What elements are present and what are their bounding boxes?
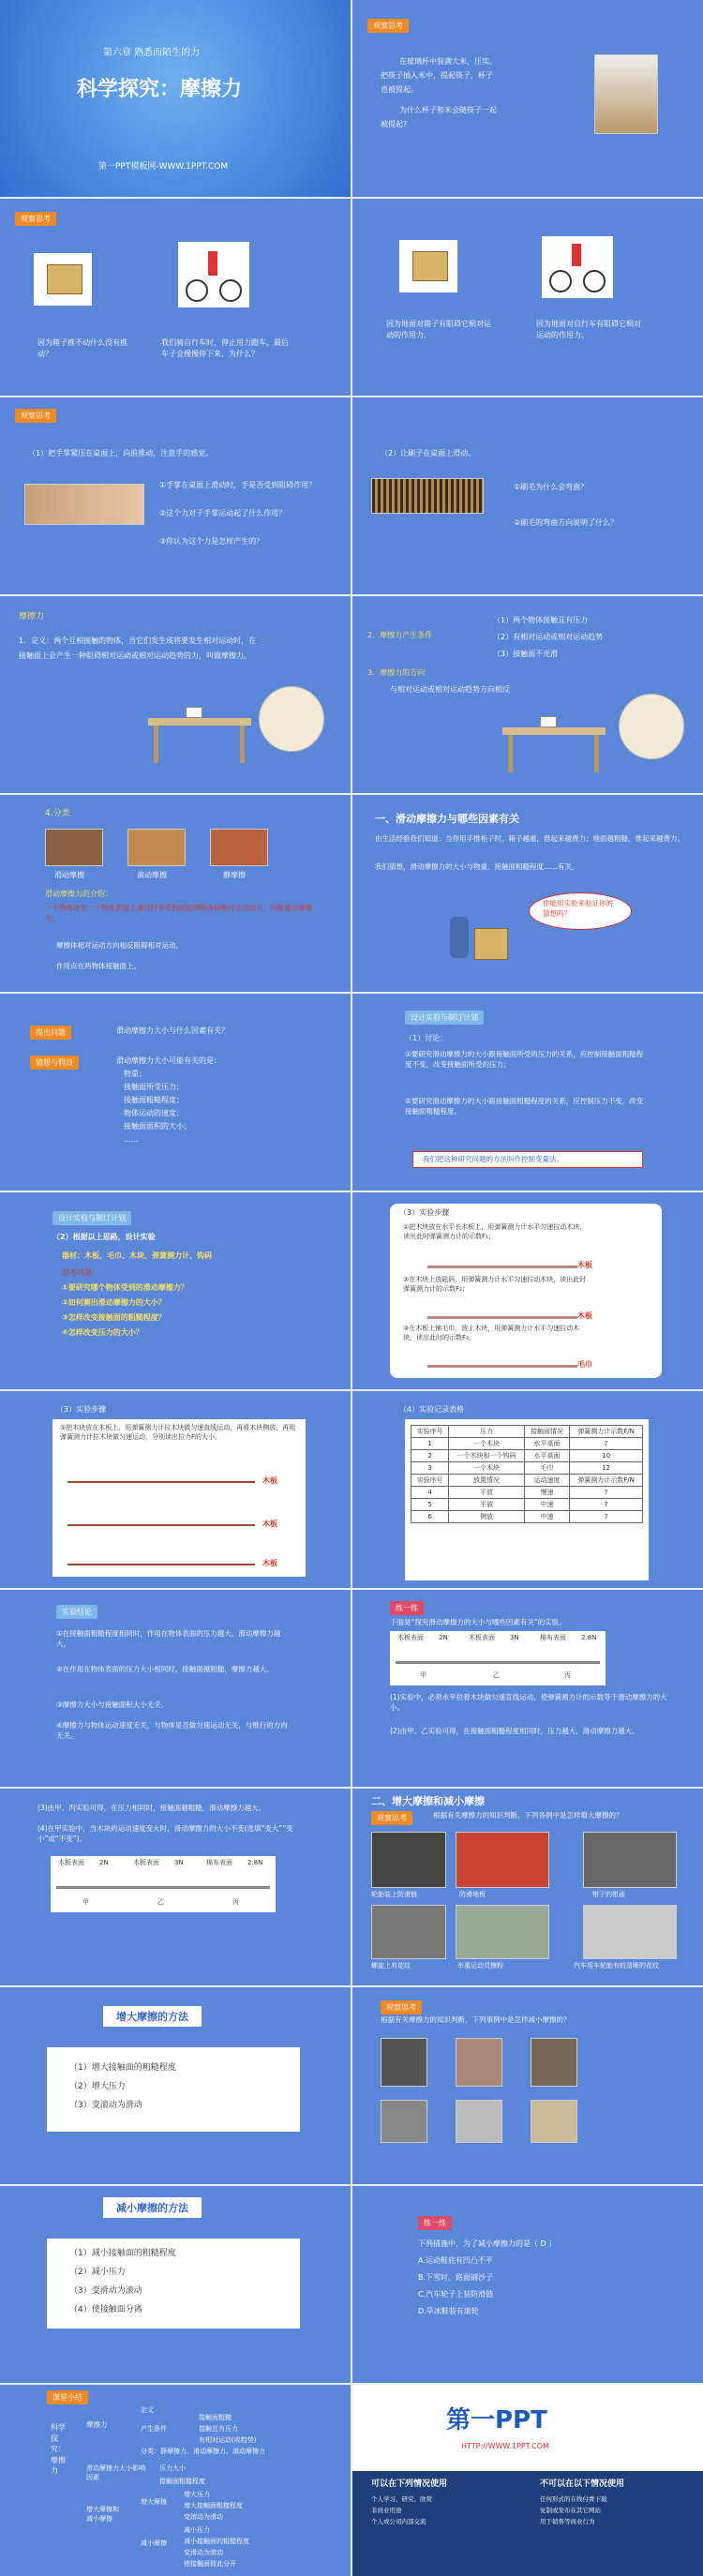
method-note-box — [412, 1151, 643, 1168]
tag: 练一练 — [418, 2216, 452, 2230]
cell: 4 — [411, 1487, 449, 1499]
tag: 观察思考 — [371, 1811, 412, 1825]
direction-heading: 3．摩擦力的方向 — [367, 668, 426, 677]
cell: 3 — [411, 1462, 449, 1475]
board-label-3: 木板 — [262, 1559, 277, 1567]
record-panel — [405, 1419, 649, 1580]
board-line — [67, 1564, 255, 1565]
conclusion-4: ④摩擦力与物体运动速度无关，与物体是否做匀速运动无关，与推行的方向无关。 — [56, 1721, 288, 1740]
table-row — [411, 1511, 643, 1523]
condition-1: （1）两个物体接触且有压力 — [493, 616, 589, 624]
slide-increase-methods — [0, 1987, 351, 2184]
hyp-1: 物重； — [124, 1070, 146, 1078]
slide-design-2 — [0, 1192, 351, 1389]
steps-panel — [390, 1204, 662, 1378]
cell: 2 — [411, 1450, 449, 1462]
tag-question: 提出问题 — [30, 1026, 71, 1040]
bike-image — [542, 236, 613, 298]
slide-increase-examples — [352, 1789, 703, 1985]
sliding-definition: 一个物体在另一个物体表面上滑动时所受到的阻碍物体间相对运动的力，叫做滑动摩擦力。 — [45, 904, 312, 922]
summary-b1-cond: 产生条件 — [141, 2425, 167, 2433]
table-image — [148, 697, 251, 763]
example-photo — [371, 1832, 446, 1888]
th: 运动速度 — [524, 1475, 569, 1487]
cell: ? — [570, 1438, 643, 1450]
towel-label: 毛巾 — [577, 1360, 592, 1369]
slide-classification — [0, 795, 351, 992]
fig-value: 2.8N — [581, 1634, 597, 1641]
record-table — [411, 1425, 643, 1523]
static-photo — [210, 829, 268, 866]
board-label-2: 木板 — [577, 1311, 592, 1320]
cell: 10 — [570, 1450, 643, 1462]
label-sliding: 滑动摩擦 — [54, 871, 84, 879]
summary-b3a-2: 增大接触面粗糙程度 — [184, 2502, 243, 2509]
rice-text-1: 在玻璃杯中装满大米，压实。 — [399, 57, 497, 66]
hyp-5: 接触面面积的大小； — [124, 1122, 191, 1131]
cell: 慢速 — [524, 1487, 569, 1499]
summary-b3b-4: 使接触面彼此分开 — [184, 2560, 236, 2568]
slide-hand-push — [0, 397, 351, 594]
tag: 设计实验与制订计划 — [405, 1011, 484, 1025]
fig-value: 3N — [174, 1859, 184, 1866]
logo-url: HTTP://WWW.1PPT.COM — [461, 2442, 549, 2450]
condition-3: （3）接触面不光滑 — [493, 650, 559, 658]
fig-label: 木板表面 — [133, 1859, 159, 1866]
table-tag: （4）实验记录表格 — [399, 1405, 465, 1414]
cell: 中速 — [524, 1511, 569, 1523]
steps-tag: （3）实验步骤 — [56, 1405, 107, 1414]
think-label: 思考问题： — [62, 1268, 99, 1277]
surface — [396, 1661, 600, 1664]
cell: 平放 — [449, 1487, 525, 1499]
slide-observe-box — [0, 199, 351, 396]
hypothesis-text: 我们猜想，滑动摩擦力的大小与物重、接触面粗糙程度……有关。 — [375, 862, 579, 871]
section-title: 二、增大摩擦和减小摩擦 — [371, 1795, 485, 1807]
control-roughness: ②要研究滑动摩擦力的大小跟接触面粗糙程度的关系，应控制压力不变，改变接触面粗糙程度。 — [405, 1097, 644, 1116]
cell: ? — [570, 1511, 643, 1523]
summary-root: 科学探究：摩擦力 — [51, 2423, 66, 2476]
tag: 观察思考 — [15, 409, 56, 423]
slide-design-1 — [352, 994, 703, 1191]
tag: 练一练 — [390, 1601, 424, 1615]
label-static: 静摩擦 — [223, 871, 246, 879]
answer-2: (2)由甲、乙实验可得，在接触面粗糙程度相同时，压力越大，滑动摩擦力越大。 — [390, 1727, 639, 1735]
zoom-circle — [619, 694, 684, 759]
forbidden-title: 不可以在以下情况使用 — [540, 2479, 625, 2489]
definition-line-1: 1．定义：两个互相接触的物体，当它们发生或将要发生相对运动时，在 — [19, 637, 257, 645]
allowed-title: 可以在下列情况使用 — [371, 2479, 448, 2489]
section-title: 一、滑动摩擦力与哪些因素有关 — [375, 813, 519, 825]
board-line — [427, 1316, 577, 1319]
fig-label: 木板表面 — [58, 1859, 84, 1866]
table-row — [411, 1487, 643, 1499]
example-label: 举重运动员擦粉 — [457, 1962, 503, 1969]
increase-question: 根据有关摩擦力的知识判断，下列各例中是怎样增大摩擦的？ — [433, 1811, 623, 1820]
answer-1: (1)实验中，必须水平拉着木块做匀速直线运动，使弹簧测力计的示数等于滑动摩擦力的大小。 — [390, 1693, 667, 1712]
example-label: 汽车用车轮胎有较清晰的花纹 — [574, 1962, 659, 1969]
fig-tag: 乙 — [493, 1671, 500, 1679]
sliding-point-2: 作用点在两物体接触面上。 — [56, 962, 141, 970]
question-bike: 我们骑自行车时，停止用力蹬车，最后车子会慢慢停下来，为什么？ — [161, 338, 289, 358]
brush-q2: ②刷毛的弯曲方向说明了什么？ — [514, 518, 619, 527]
summary-b1-c2: 接触且有压力 — [199, 2425, 238, 2433]
board-label-1: 木板 — [577, 1261, 592, 1269]
logo: 第一PPT — [446, 2406, 547, 2434]
conclusion-3: ③摩擦力大小与接触面积大小无关。 — [56, 1700, 169, 1709]
methods-title: 减小摩擦的方法 — [103, 2197, 202, 2218]
answer-3: (3)由甲、丙实验可得，在压力相同时，接触面越粗糙，滑动摩擦力越大。 — [37, 1804, 266, 1812]
surface — [56, 1886, 270, 1889]
towel-line — [427, 1365, 577, 1368]
tag: 课堂小结 — [47, 2390, 88, 2404]
fig-tag: 甲 — [82, 1898, 89, 1906]
decrease-question: 根据有关摩擦力的知识判断，下列事例中是怎样减小摩擦的？ — [381, 2015, 571, 2024]
cell: 毛巾 — [524, 1462, 569, 1475]
brush-photo — [371, 478, 484, 514]
summary-b3b-2: 减小接触面的粗糙程度 — [184, 2538, 249, 2545]
method-3: （3）变滑动为滚动 — [69, 2286, 142, 2296]
summary-b3b: 减小摩擦 — [141, 2539, 167, 2547]
hand-q1: ①手掌在桌面上滑动时，手是否受到阻碍作用？ — [159, 481, 317, 489]
example-photo — [371, 1905, 446, 1959]
sliding-photo — [45, 829, 103, 866]
example-photo — [583, 1832, 677, 1888]
classification-heading: 4.分类 — [45, 809, 70, 818]
method-1: （1）减小接触面的粗糙程度 — [69, 2249, 176, 2258]
example-photo — [456, 1905, 549, 1959]
cell: 6 — [411, 1511, 449, 1523]
option-a: A.运动鞋底有凹凸不平 — [418, 2256, 493, 2265]
rice-text-3: 也被提起。 — [381, 85, 418, 94]
method-3: （3）变滚动为滑动 — [69, 2101, 142, 2110]
summary-b3a-1: 增大压力 — [184, 2491, 210, 2498]
summary-b3b-1: 减小压力 — [184, 2526, 210, 2534]
summary-b1-c3: 有相对运动(或趋势) — [199, 2436, 257, 2444]
summary-b2: 滑动摩擦力大小影响因素 — [86, 2464, 145, 2482]
rice-text-4: 为什么杯子和米会随筷子一起 — [399, 106, 497, 114]
slide-decrease-methods — [0, 2186, 351, 2383]
answer-4: (4)在甲实验中，当木块的运动速度变大时，滑动摩擦力的大小不变(选填“变大”“变小”或“不变”)。 — [37, 1824, 293, 1843]
summary-b3b-3: 变滑动为滚动 — [184, 2549, 223, 2556]
example-label: 螺旋上有花纹 — [371, 1962, 411, 1969]
hyp-6: …… — [124, 1135, 139, 1144]
methods-title: 增大摩擦的方法 — [103, 2006, 202, 2027]
slide-conditions — [352, 596, 703, 793]
slide-cover — [0, 0, 351, 197]
conditions-heading: 2．摩擦力产生条件 — [367, 631, 433, 639]
option-c: C.汽车轮子上装防滑链 — [418, 2290, 494, 2299]
summary-b3a: 增大摩擦 — [141, 2498, 167, 2506]
example-photo — [381, 2038, 427, 2087]
method-note: 我们把这种研究问题的方法叫作控制变量法。 — [423, 1155, 563, 1163]
think-3: ③怎样改变接触面的粗糙程度？ — [62, 1313, 166, 1322]
experiment-figure — [51, 1856, 276, 1912]
slide-practice-3 — [352, 2186, 703, 2383]
hyp-0: 滑动摩擦力大小可能有关的是： — [116, 1056, 221, 1065]
tag: 观察思考 — [15, 212, 56, 226]
allowed-3: 个人或公司内部交流 — [371, 2518, 426, 2525]
zoom-circle — [259, 686, 324, 752]
cell: 水平桌面 — [524, 1450, 569, 1462]
cell: 12 — [570, 1462, 643, 1475]
cell: 水平桌面 — [524, 1438, 569, 1450]
definition-line-2: 接触面上会产生一种阻碍相对运动或相对运动趋势的力，叫做摩擦力。 — [19, 651, 251, 660]
fig-tag: 丙 — [564, 1671, 571, 1679]
rolling-photo — [127, 829, 186, 866]
table-row — [411, 1438, 643, 1450]
board-label-2: 木板 — [262, 1520, 277, 1528]
table-image — [502, 707, 606, 772]
cell: 侧放 — [449, 1511, 525, 1523]
cell: 1 — [411, 1438, 449, 1450]
question-text: 滑动摩擦力大小与什么因素有关？ — [116, 1026, 229, 1035]
table-row — [411, 1462, 643, 1475]
slide-steps-1 — [352, 1192, 703, 1389]
practice-question: 下面是“探究滑动摩擦力的大小与哪些因素有关”的实验。 — [390, 1618, 566, 1626]
fig-tag: 甲 — [420, 1671, 426, 1679]
slide-decrease-examples — [352, 1987, 703, 2184]
slide-license — [352, 2385, 703, 2576]
slide-definition — [0, 596, 351, 793]
label-rolling: 滚动摩擦 — [137, 871, 167, 879]
fig-label: 棉布表面 — [206, 1859, 232, 1866]
fig-value: 2N — [99, 1859, 109, 1866]
summary-b1-c1: 接触面粗糙 — [199, 2414, 232, 2421]
rice-cup-photo — [594, 54, 658, 134]
brush-q1: ①刷毛为什么会弯曲？ — [514, 483, 589, 491]
allowed-1: 个人学习、研究、欣赏 — [371, 2495, 432, 2503]
slide-practice-2 — [0, 1789, 351, 1985]
fig-value: 3N — [510, 1634, 519, 1641]
cell: 中速 — [524, 1499, 569, 1511]
example-label: 防滑地板 — [459, 1891, 486, 1898]
method-2: （2）增大压力 — [69, 2082, 126, 2091]
experience-text: 由生活经验我们知道：当你用手推柜子时，箱子越重，推起来越费力；地面越粗糙，推起来越费力。 — [375, 834, 684, 843]
answer-box: 因为地面对箱子有阻碍它相对运动的作用力。 — [386, 320, 491, 339]
example-label: 轮胎装上防滑链 — [371, 1891, 417, 1898]
method-1: （1）增大接触面的粗糙程度 — [69, 2063, 176, 2073]
box-image — [399, 240, 457, 292]
fig-label: 木板表面 — [469, 1634, 495, 1641]
example-photo — [381, 2100, 427, 2143]
cell: 一个木块和一个钩码 — [449, 1450, 525, 1462]
fig-value: 2.8N — [247, 1859, 263, 1866]
example-photo — [456, 2100, 502, 2143]
cell: 平放 — [449, 1499, 525, 1511]
slide-practice-1 — [352, 1590, 703, 1787]
hand-intro: （1）把手掌紧压在桌面上，向前推动，注意手的感觉。 — [28, 449, 214, 457]
friction-heading: 摩擦力 — [19, 612, 45, 622]
cover-site: 第一PPT模板网-WWW.1PPT.COM — [98, 162, 229, 172]
slide-conclusion — [0, 1590, 351, 1787]
example-photo — [531, 2038, 577, 2087]
practice-question: 下列措施中，为了减小摩擦力的是（ D ） — [418, 2239, 557, 2248]
rice-text-2: 把筷子插入米中，提起筷子，杯子 — [381, 71, 493, 80]
cell: ? — [570, 1487, 643, 1499]
hyp-4: 物体运动的速度； — [124, 1109, 184, 1117]
forbidden-3: 用于销售等商业行为 — [540, 2518, 595, 2525]
tag: 设计实验与制订计划 — [52, 1211, 131, 1225]
question-box: 因为箱子推不动什么没有推动？ — [37, 338, 127, 358]
slide-brush — [352, 397, 703, 594]
th: 实验序号 — [411, 1475, 449, 1487]
think-4: ④怎样改变压力的大小？ — [62, 1328, 143, 1337]
cell: 一个木块 — [449, 1438, 525, 1450]
speech-bubble — [529, 892, 632, 930]
steps-tag: （3）实验步骤 — [399, 1208, 450, 1217]
summary-b3: 增大摩擦和减小摩擦 — [86, 2506, 119, 2524]
control-pressure: ①要研究滑动摩擦力的大小跟接触面所受的压力的关系，应控制接触面粗糙程度不变，改变接触面所受的压力； — [405, 1050, 644, 1069]
fig-label: 棉布表面 — [540, 1634, 566, 1641]
equipment: 器材：木板、毛巾、木块、弹簧测力计、钩码 — [62, 1251, 212, 1260]
slide-summary — [0, 2385, 351, 2576]
think-2: ②如何测出滑动摩擦力的大小？ — [62, 1298, 166, 1307]
rice-text-5: 被提起? — [381, 120, 408, 128]
th: 弹簧测力计示数F/N — [570, 1475, 643, 1487]
example-photo — [583, 1905, 677, 1959]
slide-question-hypothesis — [0, 994, 351, 1191]
brush-intro: （2）让刷子在桌面上滑动。 — [381, 449, 476, 457]
tag: 实验结论 — [56, 1605, 97, 1619]
forbidden-1: 任何形式的在线付费下载 — [540, 2495, 607, 2503]
cell: 5 — [411, 1499, 449, 1511]
hand-q2: ②这个力对于手掌运动起了什么作用？ — [159, 509, 287, 517]
example-label: 钳子的钳面 — [592, 1891, 625, 1898]
summary-b1-cls: 分类：静摩擦力、滑动摩擦力、滚动摩擦力 — [141, 2448, 265, 2455]
th: 实验序号 — [411, 1426, 449, 1438]
allowed-2: 非商业用途 — [371, 2507, 402, 2514]
tag-hypothesis: 猜想与假设 — [30, 1056, 79, 1070]
option-b: B.下雪时，路面铺沙子 — [418, 2273, 494, 2282]
summary-b3a-3: 变滚动为滑动 — [184, 2513, 223, 2521]
cell: 一个木块 — [449, 1462, 525, 1475]
experiment-figure — [390, 1631, 606, 1685]
sliding-sub: 滑动摩擦力的介绍： — [45, 890, 112, 898]
th: 压力 — [449, 1426, 525, 1438]
th: 放置情况 — [449, 1475, 525, 1487]
board-line — [67, 1524, 255, 1526]
sliding-point-1: 摩擦体相对运动方向相反阻碍相对运动。 — [56, 941, 183, 950]
conclusion-2: ②在作用在物体表面的压力大小相同时，接触面越粗糙，摩擦力越大。 — [56, 1665, 274, 1673]
condition-2: （2）有相对运动或相对运动趋势 — [493, 633, 604, 641]
example-photo — [456, 2038, 502, 2087]
cell: ? — [570, 1499, 643, 1511]
method-4: （4）使接触面分离 — [69, 2305, 142, 2314]
table-row — [411, 1499, 643, 1511]
slide-factors-intro — [352, 795, 703, 992]
summary-b1-def: 定义 — [141, 2406, 154, 2414]
hyp-2: 接触面所受压力； — [124, 1083, 184, 1091]
steps-text: ①把木块放在木板上，用弹簧测力计拉木块做匀速直线运动，再将木块侧放，再用弹簧测力计拉木块做匀速运动，分别读出拉力F的大小。 — [60, 1424, 296, 1442]
fig-tag: 乙 — [157, 1898, 164, 1906]
forbidden-2: 复制或发布在其它网站 — [540, 2507, 601, 2514]
step-3: ③在木板上铺毛巾，放上木块，用弹簧测力计水平匀速拉动木块，读出此时的示数F₃。 — [403, 1325, 580, 1342]
board-line — [427, 1266, 577, 1268]
box-image — [34, 253, 92, 306]
th: 接触面情况 — [524, 1426, 569, 1438]
example-photo — [531, 2100, 577, 2143]
board-label-1: 木板 — [262, 1476, 277, 1485]
table-row — [411, 1450, 643, 1462]
hand-q3: ③你认为这个力是怎样产生的？ — [159, 537, 264, 546]
bubble-text: 你能用实验来验证你的猜想吗？ — [543, 899, 613, 918]
slide-steps-2 — [0, 1391, 351, 1588]
tag: 观察思考 — [381, 2000, 422, 2014]
discuss: （1）讨论： — [405, 1034, 448, 1042]
step-1: ①把木块放在水平长木板上，用弹簧测力计水平匀速拉动木块，读出此时弹簧测力计的示数F₁； — [403, 1223, 587, 1241]
steps-panel — [52, 1419, 306, 1577]
cover-title: 科学探究：摩擦力 — [77, 78, 243, 101]
summary-b1: 摩擦力 — [86, 2420, 108, 2429]
example-photo — [456, 1832, 549, 1888]
summary-b2-2: 接触面粗糙程度 — [159, 2478, 205, 2485]
fig-tag: 丙 — [232, 1898, 239, 1906]
answer-bike: 因为地面对自行车有阻碍它相对运动的作用力。 — [536, 320, 641, 339]
push-box-image — [437, 906, 512, 966]
methods-box — [47, 2047, 300, 2132]
methods-box — [47, 2239, 300, 2329]
step-2: ②在木块上放砝码，用弹簧测力计水平匀速拉动木块，读出此时弹簧测力计的示数F₂； — [403, 1276, 587, 1294]
fig-label: 木板表面 — [397, 1634, 424, 1641]
slide-answers — [352, 199, 703, 396]
option-d: D.旱冰鞋装有滚轮 — [418, 2307, 479, 2315]
design-sub: （2）根据以上思路，设计实验 — [52, 1233, 156, 1241]
bike-image — [178, 242, 249, 307]
tag: 观察思考 — [367, 19, 409, 33]
method-2: （2）减小压力 — [69, 2268, 126, 2277]
fig-value: 2N — [439, 1634, 448, 1641]
chapter-label: 第六章 熟悉而陌生的力 — [103, 48, 201, 58]
slide-observe-rice — [352, 0, 703, 197]
hyp-3: 接触面粗糙程度； — [124, 1096, 184, 1104]
th: 弹簧测力计示数F/N — [570, 1426, 643, 1438]
hand-photo — [24, 484, 144, 525]
slide-record-table — [352, 1391, 703, 1588]
think-1: ①要研究哪个物体受到的滑动摩擦力？ — [62, 1283, 188, 1292]
conclusion-1: ①在接触面粗糙程度相同时，作用在物体表面的压力越大，滑动摩擦力越大。 — [56, 1629, 281, 1648]
summary-b2-1: 压力大小 — [159, 2464, 186, 2472]
direction-text: 与相对运动或相对运动趋势方向相反 — [390, 685, 510, 694]
board-line — [67, 1481, 255, 1483]
